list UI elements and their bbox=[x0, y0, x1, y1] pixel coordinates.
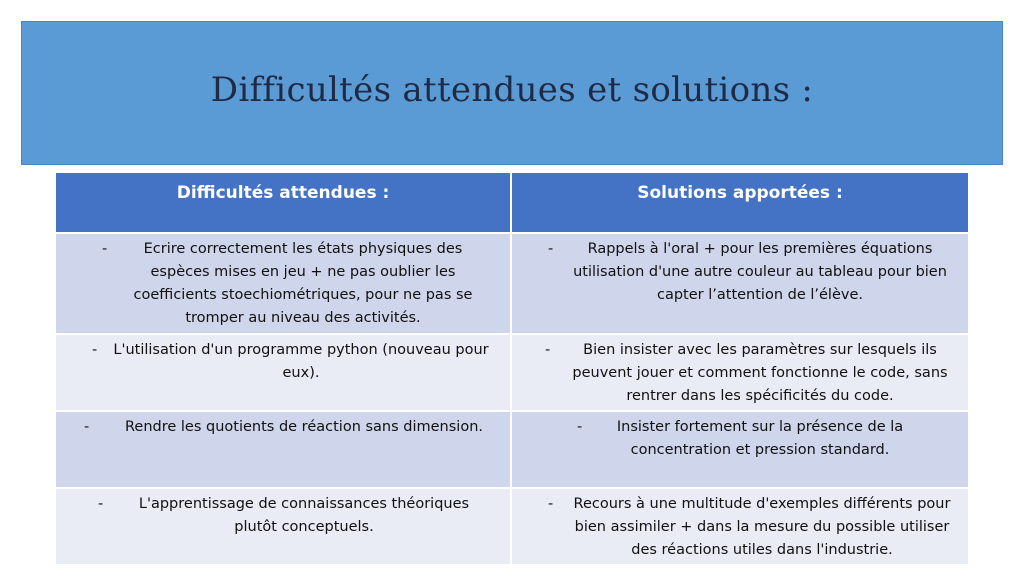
difficulty-text: Rendre les quotients de réaction sans dimension. bbox=[124, 419, 484, 435]
bullet-dash: - bbox=[84, 419, 90, 435]
difficulty-cell bbox=[56, 335, 512, 410]
table-row bbox=[56, 335, 968, 410]
slide-title: Difficultés attendues et solutions : bbox=[210, 70, 814, 110]
solution-text: Insister fortement sur la présence de la concentration et pression standard. bbox=[616, 419, 904, 458]
header-difficulties: Difficultés attendues : bbox=[56, 173, 512, 232]
difficulties-solutions-table bbox=[56, 173, 968, 564]
bullet-dash: - bbox=[577, 419, 583, 435]
difficulty-cell bbox=[56, 412, 512, 487]
solution-cell bbox=[512, 412, 968, 487]
solution-cell bbox=[512, 234, 968, 333]
bullet-dash: - bbox=[548, 241, 554, 257]
difficulty-cell bbox=[56, 489, 512, 564]
difficulty-text: L'apprentissage de connaissances théoriques plutôt conceptuels. bbox=[138, 496, 470, 535]
title-banner bbox=[21, 21, 1003, 165]
solution-cell bbox=[512, 489, 968, 564]
difficulty-cell bbox=[56, 234, 512, 333]
solution-text: Recours à une multitude d'exemples différents pour bien assimiler + dans la mesure du possible utiliser des réactions utiles dans l'industrie. bbox=[573, 496, 951, 558]
table-header-row bbox=[56, 173, 968, 232]
bullet-dash: - bbox=[548, 496, 554, 512]
bullet-dash: - bbox=[92, 342, 98, 358]
table-row bbox=[56, 412, 968, 487]
difficulty-text: L'utilisation d'un programme python (nouveau pour eux). bbox=[113, 342, 489, 381]
bullet-dash: - bbox=[98, 496, 104, 512]
solution-text: Rappels à l'oral + pour les premières équations utilisation d'une autre couleur au tableau pour bien capter l’attention de l’élève. bbox=[573, 241, 947, 303]
table-row bbox=[56, 234, 968, 333]
bullet-dash: - bbox=[102, 241, 108, 257]
solution-cell bbox=[512, 335, 968, 410]
header-solutions: Solutions apportées : bbox=[637, 183, 843, 203]
bullet-dash: - bbox=[545, 342, 551, 358]
table-row bbox=[56, 489, 968, 564]
difficulty-text: Ecrire correctement les états physiques des espèces mises en jeu + ne pas oublier les coefficients stoechiométriques, pour ne pas se tromper au niveau des activités. bbox=[133, 241, 473, 326]
solution-text: Bien insister avec les paramètres sur lesquels ils peuvent jouer et comment fonctionne le code, sans rentrer dans les spécificités du code. bbox=[572, 342, 948, 404]
